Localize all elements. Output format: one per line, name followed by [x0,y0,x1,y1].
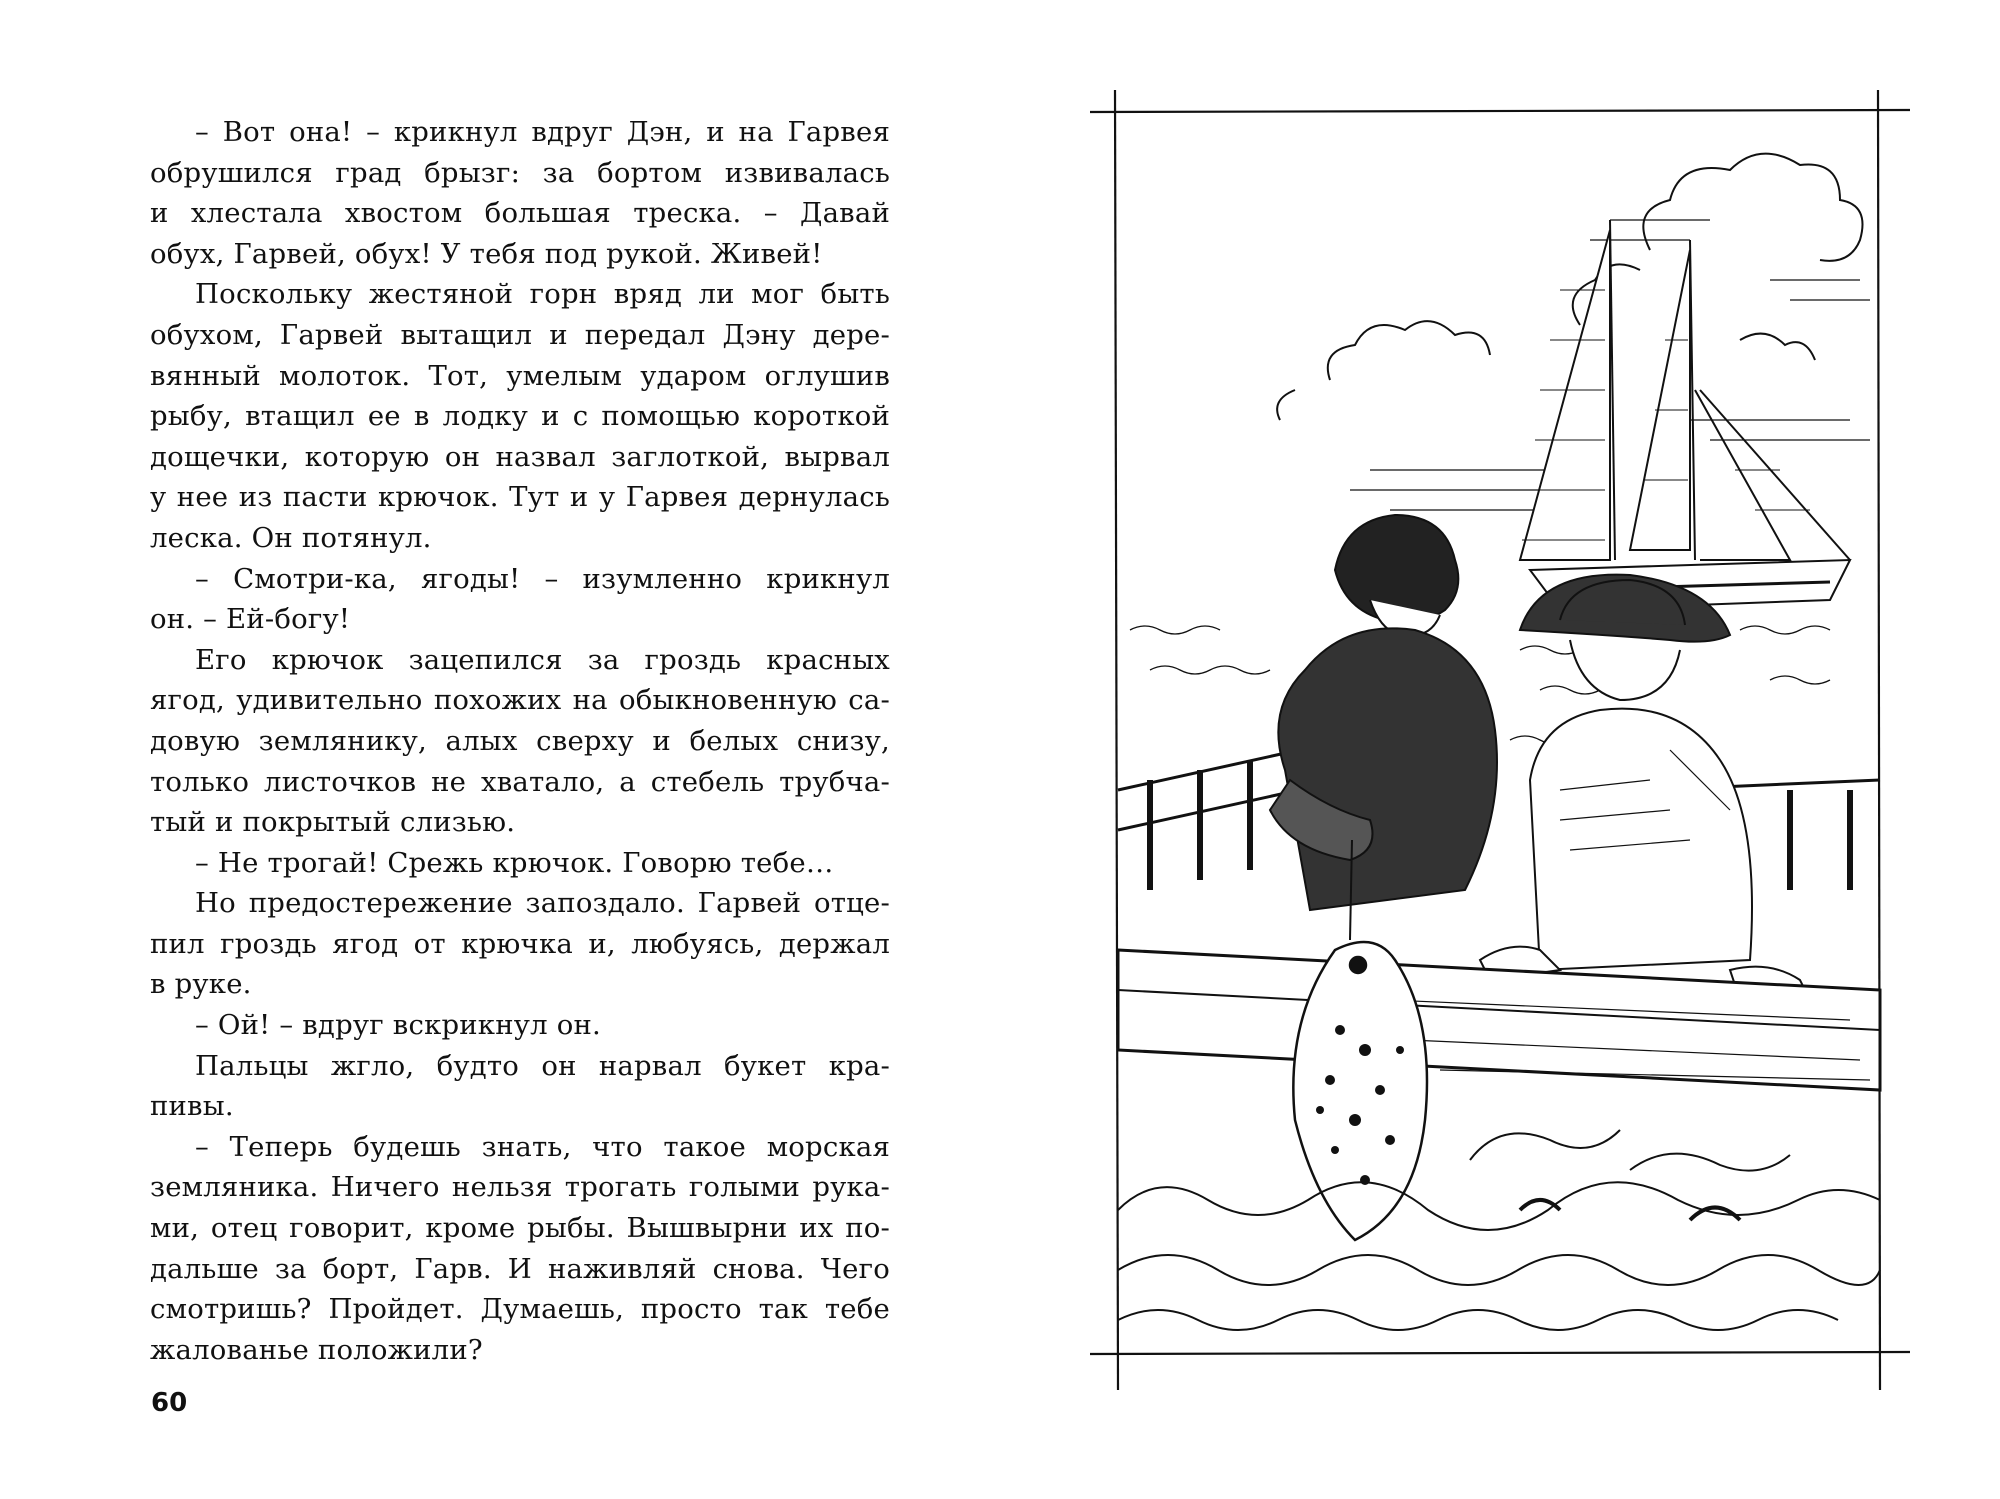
boat-rail [1118,730,1880,890]
text-line: в руке. [150,968,252,1001]
text-line: он. – Ей-богу! [150,603,351,636]
text-line: – Не трогай! Срежь крючок. Говорю тебе… [195,846,834,879]
illustration [1090,90,1910,1390]
text-line: тый и покрытый слизью. [150,806,516,839]
text-line: пивы. [150,1090,234,1123]
text-line: – Вот она! – крикнул вдруг Дэн, и на Гарвея [195,116,890,148]
text-line: – Смотри-ка, ягоды! – изумленно крикнул [195,562,890,595]
text-line: и хлестала хвостом большая треска. – Давай [150,197,890,230]
page-number: 60 [151,1388,188,1418]
schooner [1520,220,1850,610]
text-line: обрушился град брызг: за бортом извивалась [150,156,890,189]
text-line: у нее из пасти крючок. Тут и у Гарвея дернулась [150,481,890,514]
boy-right [1480,575,1810,1000]
text-line: только листочков не хватало, а стебель трубча- [150,765,890,798]
text-line: жалованье положили? [150,1333,483,1366]
text-line: пил гроздь ягод от крючка и, любуясь, держал [150,927,890,960]
text-line: Его крючок зацепился за гроздь красных [195,643,890,676]
text-line: ми, отец говорит, кроме рыбы. Вышвырни их по- [150,1212,890,1245]
text-line: – Ой! – вдруг вскрикнул он. [195,1009,601,1042]
foreground-waves [1118,1130,1880,1330]
text-line: земляника. Ничего нельзя трогать голыми рука- [150,1171,890,1204]
text-column [150,112,890,1370]
text-line: дощечки, которую он назвал заглоткой, вырвал [150,440,890,473]
text-line: ягод, удивительно похожих на обыкновенную са- [150,684,890,717]
text-line: довую землянику, алых сверху и белых снизу, [150,724,890,757]
text-line: обух, Гарвей, обух! У тебя под рукой. Живей! [150,237,823,270]
illustration-frame [1090,90,1910,1390]
text-line: – Теперь будешь знать, что такое морская [195,1130,890,1163]
text-line: дальше за борт, Гарв. И наживляй снова. Чего [150,1252,890,1285]
text-line: смотришь? Пройдет. Думаешь, просто так тебе [150,1293,890,1326]
text-line: Поскольку жестяной горн вряд ли мог быть [195,278,890,311]
text-line: обухом, Гарвей вытащил и передал Дэну дере- [150,318,890,351]
text-line: вянный молоток. Тот, умелым ударом оглушив [150,359,890,392]
boy-left [1270,515,1497,940]
text-line: Пальцы жгло, будто он нарвал букет кра- [195,1049,890,1082]
text-line: Но предостережение запоздало. Гарвей отце- [195,887,890,920]
text-line: леска. Он потянул. [150,521,432,554]
text-line: рыбу, втащил ее в лодку и с помощью короткой [150,400,890,433]
